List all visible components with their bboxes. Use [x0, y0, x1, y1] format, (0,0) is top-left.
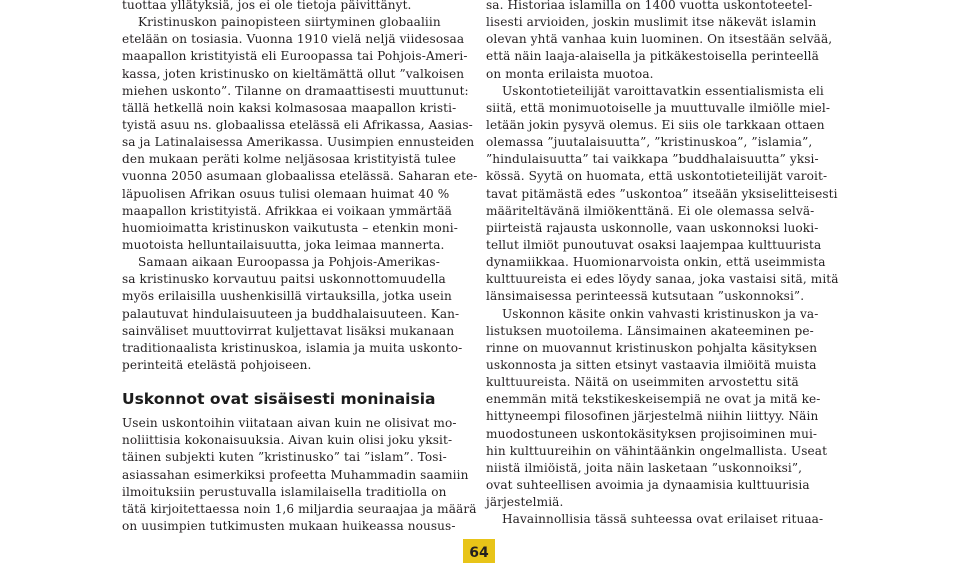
text-line: noliittisia kokonaisuuksia. Aivan kuin olisi joku yksit-	[122, 433, 453, 448]
text-line: kulttuureista ei edes löydy sanaa, joka vastaisi sitä, mitä	[486, 272, 839, 287]
text-line: tällä hetkellä noin kaksi kolmasosaa maapallon kristi-	[122, 100, 457, 115]
text-line: muotoista helluntailaisuutta, joka leimaa mannerta.	[122, 237, 445, 252]
text-line: lisesti arvioiden, joskin muslimit itse näkevät islamin	[486, 15, 817, 30]
text-line: Uskonnon käsite onkin vahvasti kristinuskon ja va-	[502, 306, 819, 321]
text-line: palautuvat hindulaisuuteen ja buddhalaisuuteen. Kan-	[122, 306, 460, 321]
text-line: läpuolisen Afrikan osuus tulisi olemaan huimat 40 %	[122, 186, 450, 201]
text-line: sainväliset muuttovirrat kuljettavat lisäksi mukanaan	[122, 323, 455, 338]
text-line: ovat suhteellisen avoimia ja dynaamisia kulttuurisia	[486, 477, 810, 492]
text-line: Usein uskontoihin viitataan aivan kuin ne olisivat mo-	[122, 416, 457, 431]
text-line: kössä. Syytä on huomata, että uskontotieteilijät varoit-	[486, 169, 828, 184]
text-line: listuksen muotoilema. Länsimainen akateeminen pe-	[486, 323, 814, 338]
text-line: myös erilaisilla uushenkisillä virtauksilla, jotka usein	[122, 289, 452, 304]
text-line: vuonna 2050 asumaan globaalissa etelässä. Saharan ete-	[122, 169, 478, 184]
text-line: sa kristinusko korvautuu paitsi uskonnottomuudella	[122, 272, 446, 287]
text-line: on uusimpien tutkimusten mukaan huikeassa nousus-	[122, 518, 456, 533]
text-line: kulttuureista. Näitä on useimmiten arvostettu sitä	[486, 375, 799, 390]
text-line: Havainnollisia tässä suhteessa ovat erilaiset rituaa-	[502, 512, 824, 527]
text-line: huomioimatta kristinuskon vaikutusta – etenkin moni-	[122, 220, 458, 235]
text-line: sa. Historiaa islamilla on 1400 vuotta uskontoteetel-	[486, 0, 813, 12]
text-line: Uskontotieteilijät varoittavatkin essentialismista eli	[502, 83, 824, 98]
text-line: tyistä asuu ns. globaalissa etelässä eli Afrikassa, Aasias-	[122, 117, 473, 132]
right-column	[486, 0, 840, 528]
text-line: enemmän mitä tekstikeskeisempiä ne ovat ja mitä ke-	[486, 392, 821, 407]
text-line: sa ja Latinalaisessa Amerikassa. Uusimpien ennusteiden	[122, 135, 475, 150]
text-line: niistä ilmiöistä, joita näin lasketaan ”uskonnoiksi”,	[486, 460, 803, 475]
right-block-1	[486, 0, 840, 83]
text-line: että näin laaja-alaisella ja pitkäkestoisella perinteellä	[486, 49, 819, 64]
right-block-3	[486, 306, 840, 512]
text-line: rinne on muovannut kristinuskon pohjalta käsityksen	[486, 340, 818, 355]
text-line: traditionaalista kristinuskoa, islamia ja muita uskonto-	[122, 340, 463, 355]
text-line: ilmoituksiin perustuvalla islamilaisella traditiolla on	[122, 484, 447, 499]
left-block-1	[122, 0, 478, 254]
left-column	[122, 0, 478, 535]
text-line: dynamiikkaa. Huomionarvoista onkin, että useimmista	[486, 255, 826, 270]
text-line: tuottaa yllätyksiä, jos ei ole tietoja päivittänyt.	[122, 0, 412, 12]
right-block-4	[486, 511, 840, 528]
text-line: asiassahan esimerkiksi profeetta Muhammadin saamiin	[122, 467, 469, 482]
text-line: Samaan aikaan Euroopassa ja Pohjois-Amerikas-	[138, 255, 440, 270]
text-line: piirteistä rajausta uskonnolle, vaan uskonnoksi luoki-	[486, 220, 819, 235]
text-line: muodostuneen uskontokäsityksen projisoiminen mui-	[486, 426, 818, 441]
text-line: Kristinuskon painopisteen siirtyminen globaaliin	[138, 15, 441, 30]
text-line: olemassa ”juutalaisuutta”, ”kristinuskoa”, ”islamia”,	[486, 135, 813, 150]
left-block-2	[122, 254, 472, 374]
text-line: määriteltävänä ilmiökenttänä. Ei ole olemassa selvä-	[486, 203, 815, 218]
text-line: maapallon kristityistä. Afrikkaa ei voikaan ymmärtää	[122, 203, 452, 218]
text-line: den mukaan peräti kolme neljäsosaa kristityistä tulee	[122, 152, 457, 167]
text-line: hin kulttuureihin on vähintäänkin ongelmallista. Useat	[486, 443, 828, 458]
text-line: miehen uskonto”. Tilanne on dramaattisesti muuttunut:	[122, 83, 469, 98]
text-line: täinen subjekti kuten ”kristinusko” tai ”islam”. Tosi-	[122, 450, 447, 465]
text-line: olevan yhtä vanhaa kuin luominen. On itsestään selvää,	[486, 32, 833, 47]
section-heading: Uskonnot ovat sisäisesti moninaisia	[122, 390, 436, 409]
left-block-3	[122, 415, 477, 535]
text-line: tellut ilmiöt punoutuvat osaksi laajempaa kulttuurista	[486, 237, 822, 252]
text-line: etelään on tosiasia. Vuonna 1910 vielä neljä viidesosaa	[122, 32, 465, 47]
right-block-2	[486, 83, 840, 306]
text-line: letään jokin pysyvä olemus. Ei siis ole tarkkaan ottaen	[486, 117, 825, 132]
text-line: länsimaisessa perinteessä kutsutaan ”uskonnoksi”.	[486, 289, 805, 304]
text-line: kassa, joten kristinusko on kieltämättä ollut ”valkoisen	[122, 66, 465, 81]
text-line: on monta erilaista muotoa.	[486, 66, 654, 81]
text-line: tavat pitämästä edes ”uskontoa” itseään yksiselitteisesti	[486, 186, 838, 201]
text-line: järjestelmiä.	[486, 495, 564, 510]
text-line: perinteitä etelästä pohjoiseen.	[122, 357, 312, 372]
text-line: tätä kirjoitettaessa noin 1,6 miljardia seuraajaa ja määrä	[122, 501, 477, 516]
text-line: hittyneempi filosofinen järjestelmä niihin liittyy. Näin	[486, 409, 819, 424]
page-number: 64	[463, 539, 495, 563]
text-line: uskonnosta ja sitten etsinyt vastaavia ilmiöitä muista	[486, 357, 817, 372]
text-line: ”hindulaisuutta” tai vaikkapa ”buddhalaisuutta” yksi-	[486, 152, 819, 167]
text-line: siitä, että monimuotoiselle ja muuttuvalle ilmiölle miel-	[486, 100, 831, 115]
text-line: maapallon kristityistä eli Euroopassa tai Pohjois-Ameri-	[122, 49, 468, 64]
